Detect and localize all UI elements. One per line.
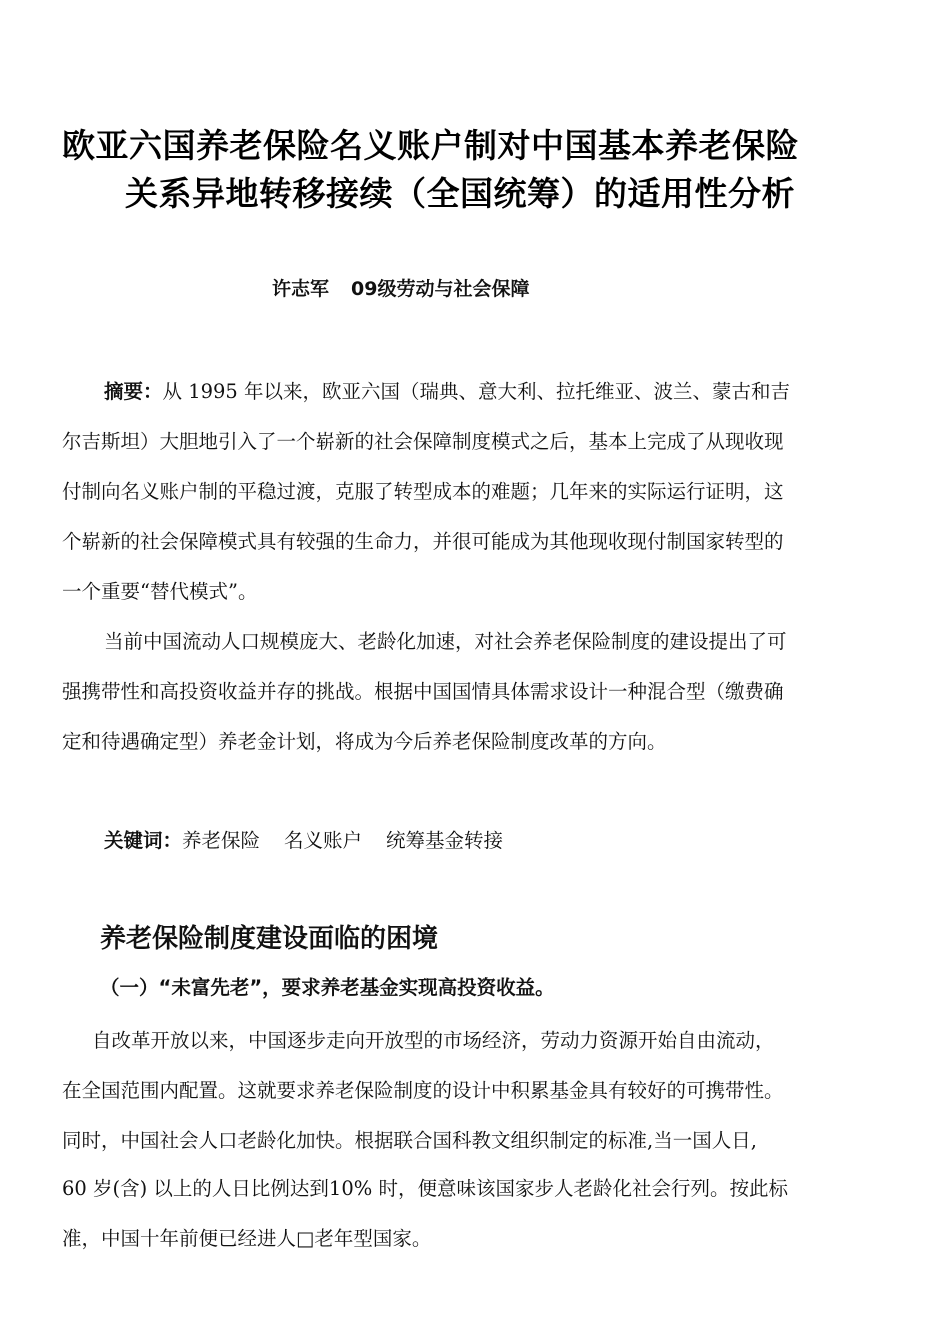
keywords-label: 关键词： — [104, 829, 183, 852]
body-line-5: 准，中国十年前便已经进人□老年型国家。 — [62, 1227, 432, 1250]
section-heading: 养老保险制度建设面临的困境 — [100, 924, 439, 954]
abstract-line-4: 个崭新的社会保障模式具有较强的生命力，并很可能成为其他现收现付制国家转型的 — [62, 530, 784, 553]
abstract-line-1 — [104, 376, 790, 404]
keyword-item: 统筹基金转接 — [386, 829, 504, 852]
keyword-item: 名义账户 — [284, 829, 363, 852]
abstract-line-2: 尔吉斯坦）大胆地引入了一个崭新的社会保障制度模式之后，基本上完成了从现收现 — [62, 430, 784, 453]
author-name: 许志军 — [272, 278, 330, 300]
section-subheading: （一）“未富先老”，要求养老基金实现高投资收益。 — [100, 976, 555, 999]
title-line-2: 关系异地转移接续（全国统筹）的适用性分析 — [125, 174, 795, 213]
abstract-para2-line-2: 强携带性和高投资收益并存的挑战。根据中国国情具体需求设计一种混合型（缴费确 — [62, 680, 784, 703]
keywords-line — [104, 825, 503, 853]
abstract-label: 摘要： — [104, 380, 163, 403]
body-line-3: 同时，中国社会人口老龄化加快。根据联合国科教文组织制定的标准,当一国人日, — [62, 1129, 757, 1152]
abstract-para2-line-1: 当前中国流动人口规模庞大、老龄化加速，对社会养老保险制度的建设提出了可 — [104, 630, 787, 653]
body-line-2: 在全国范围内配置。这就要求养老保险制度的设计中积累基金具有较好的可携带性。 — [62, 1079, 784, 1102]
title-line-1: 欧亚六国养老保险名义账户制对中国基本养老保险 — [62, 126, 799, 165]
body-line-1: 自改革开放以来，中国逐步走向开放型的市场经济，劳动力资源开始自由流动， — [92, 1029, 775, 1052]
abstract-para2-line-3: 定和待遇确定型）养老金计划，将成为今后养老保险制度改革的方向。 — [62, 730, 667, 753]
author-line — [272, 274, 529, 301]
author-class: 09级劳动与社会保障 — [351, 278, 530, 300]
keyword-item: 养老保险 — [182, 829, 261, 852]
abstract-line-5: 一个重要“替代模式”。 — [62, 580, 258, 603]
abstract-line-3: 付制向名义账户制的平稳过渡，克服了转型成本的难题；几年来的实际运行证明，这 — [62, 480, 784, 503]
body-line-4: 60 岁(含) 以上的人日比例达到10% 时，便意味该国家步人老龄化社会行列。按此标 — [62, 1177, 788, 1200]
abstract-text: 从 1995 年以来，欧亚六国（瑞典、意大利、拉托维亚、波兰、蒙古和吉 — [162, 380, 791, 403]
